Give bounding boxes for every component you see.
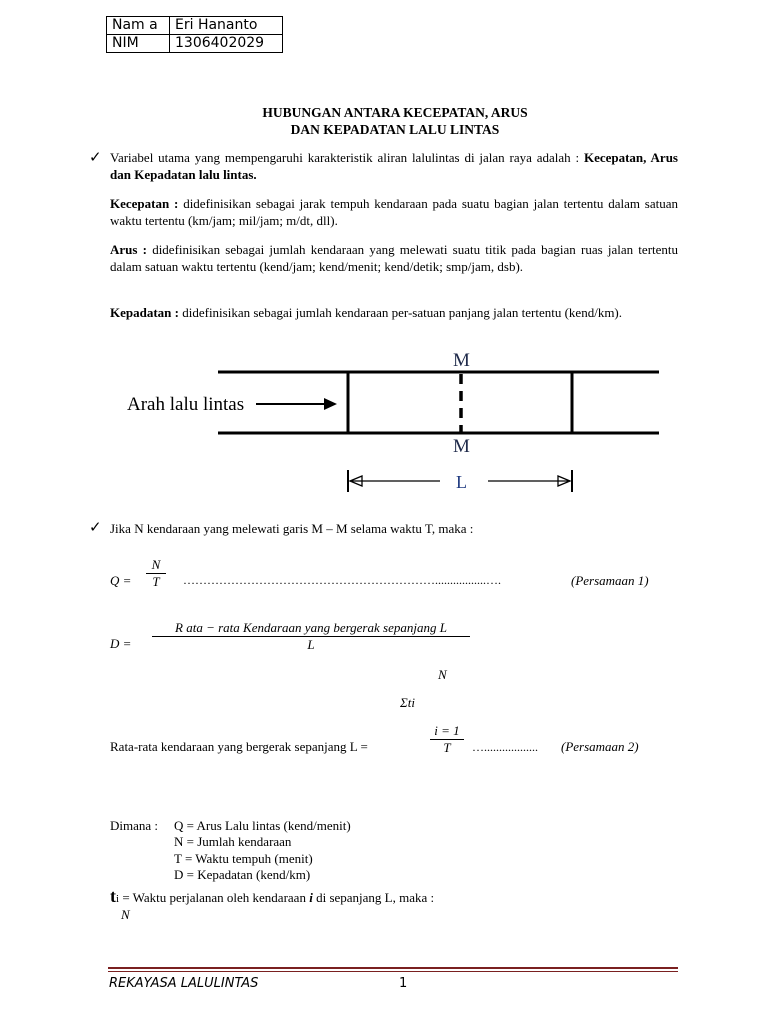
doc-title-line2: DAN KEPADATAN LALU LINTAS xyxy=(290,122,500,137)
direction-arrow-icon xyxy=(324,398,337,410)
jika-text: Jika N kendaraan yang melewati garis M – M selama waktu T, maka : xyxy=(110,521,474,536)
eq2-denominator: T xyxy=(443,740,451,755)
ti-definition xyxy=(110,888,434,908)
ti-t: t xyxy=(110,886,116,906)
eq2-numerator: i = 1 xyxy=(430,723,464,740)
footer-title: REKAYASA LALULINTAS xyxy=(109,976,259,991)
kepadatan-paragraph xyxy=(110,305,678,322)
arrow-label: Arah lalu lintas xyxy=(127,394,245,415)
name-label: Nam a xyxy=(107,17,170,35)
intro-paragraph xyxy=(110,150,678,183)
kecepatan-paragraph xyxy=(110,196,678,229)
page-number: 1 xyxy=(399,976,408,991)
doc-title-line1: HUBUNGAN ANTARA KECEPATAN, ARUS xyxy=(262,105,528,120)
eq2-dots: ….................. xyxy=(472,740,538,754)
eqd-denominator: L xyxy=(307,637,315,652)
sum-upper-n: N xyxy=(438,667,447,682)
sum-ti: Σti xyxy=(400,695,415,710)
name-value: Eri Hananto xyxy=(170,17,283,35)
eqd-numerator: R ata − rata Kendaraan yang bergerak sepanjang L xyxy=(152,620,470,637)
check-icon: ✓ xyxy=(89,150,102,166)
eq1-numerator: N xyxy=(146,557,166,574)
nim-value: 1306402029 xyxy=(170,35,283,53)
arus-def: didefinisikan sebagai jumlah kendaraan yang melewati suatu titik pada bagian ruas jalan tertentu dalam satuan waktu tertentu (kend/jam; kend/menit; kend/detik; smp/jam, dsb). xyxy=(110,242,679,274)
eq1-dots: ……………………………………………………….................…. xyxy=(183,573,501,587)
identity-table xyxy=(106,16,283,53)
kepadatan-def: didefinisikan sebagai jumlah kendaraan per-satuan panjang jalan tertentu (kend/km). xyxy=(182,305,623,320)
l-label: L xyxy=(456,472,467,492)
dimana-item: T = Waktu tempuh (menit) xyxy=(174,851,313,866)
eq2-fraction xyxy=(430,723,464,756)
arus-term: Arus : xyxy=(110,242,147,257)
footer-rule-thin xyxy=(108,971,678,972)
eq2-tag: (Persamaan 2) xyxy=(561,739,639,754)
eqd-fraction xyxy=(152,620,470,653)
intro-text: Variabel utama yang mempengaruhi karakteristik aliran lalulintas di jalan raya adalah : xyxy=(110,150,580,165)
eq1-denominator: T xyxy=(152,574,160,589)
table-row xyxy=(107,17,283,35)
intro-bold: Kecepatan, Arus dan Kepadatan lalu lintas. xyxy=(110,150,678,182)
ti-sub: i xyxy=(116,893,120,905)
ti-i-bold: i xyxy=(309,890,313,905)
eq1-lhs: Q = xyxy=(110,573,132,588)
traffic-diagram xyxy=(0,340,768,500)
arus-paragraph xyxy=(110,242,678,275)
eq1-fraction xyxy=(146,557,166,590)
ti-text2: di sepanjang L, maka : xyxy=(312,890,435,905)
m-bottom-label: M xyxy=(453,436,470,457)
eq1-tag: (Persamaan 1) xyxy=(571,573,649,588)
footer-rule-thick xyxy=(108,967,678,969)
dimana-item: Q = Arus Lalu lintas (kend/menit) xyxy=(174,818,351,833)
kecepatan-term: Kecepatan : xyxy=(110,196,179,211)
ti-text1: = Waktu perjalanan oleh kendaraan xyxy=(119,890,310,905)
table-row xyxy=(107,35,283,53)
nim-label: NIM xyxy=(107,35,170,53)
kecepatan-def: didefinisikan sebagai jarak tempuh kendaraan pada suatu bagian jalan tertentu dalam satuan waktu tertentu (km/jam; mil/jam; m/dt, dll). xyxy=(110,196,678,228)
kepadatan-term: Kepadatan : xyxy=(110,305,179,320)
m-top-label: M xyxy=(453,350,470,371)
trailing-n: N xyxy=(121,907,130,922)
check-icon: ✓ xyxy=(89,520,102,536)
dimana-item: N = Jumlah kendaraan xyxy=(174,834,292,849)
eq2-text: Rata-rata kendaraan yang bergerak sepanjang L = xyxy=(110,739,368,754)
dimana-label: Dimana : xyxy=(110,818,159,833)
eqd-lhs: D = xyxy=(110,636,132,651)
dimana-item: D = Kepadatan (kend/km) xyxy=(174,867,311,882)
